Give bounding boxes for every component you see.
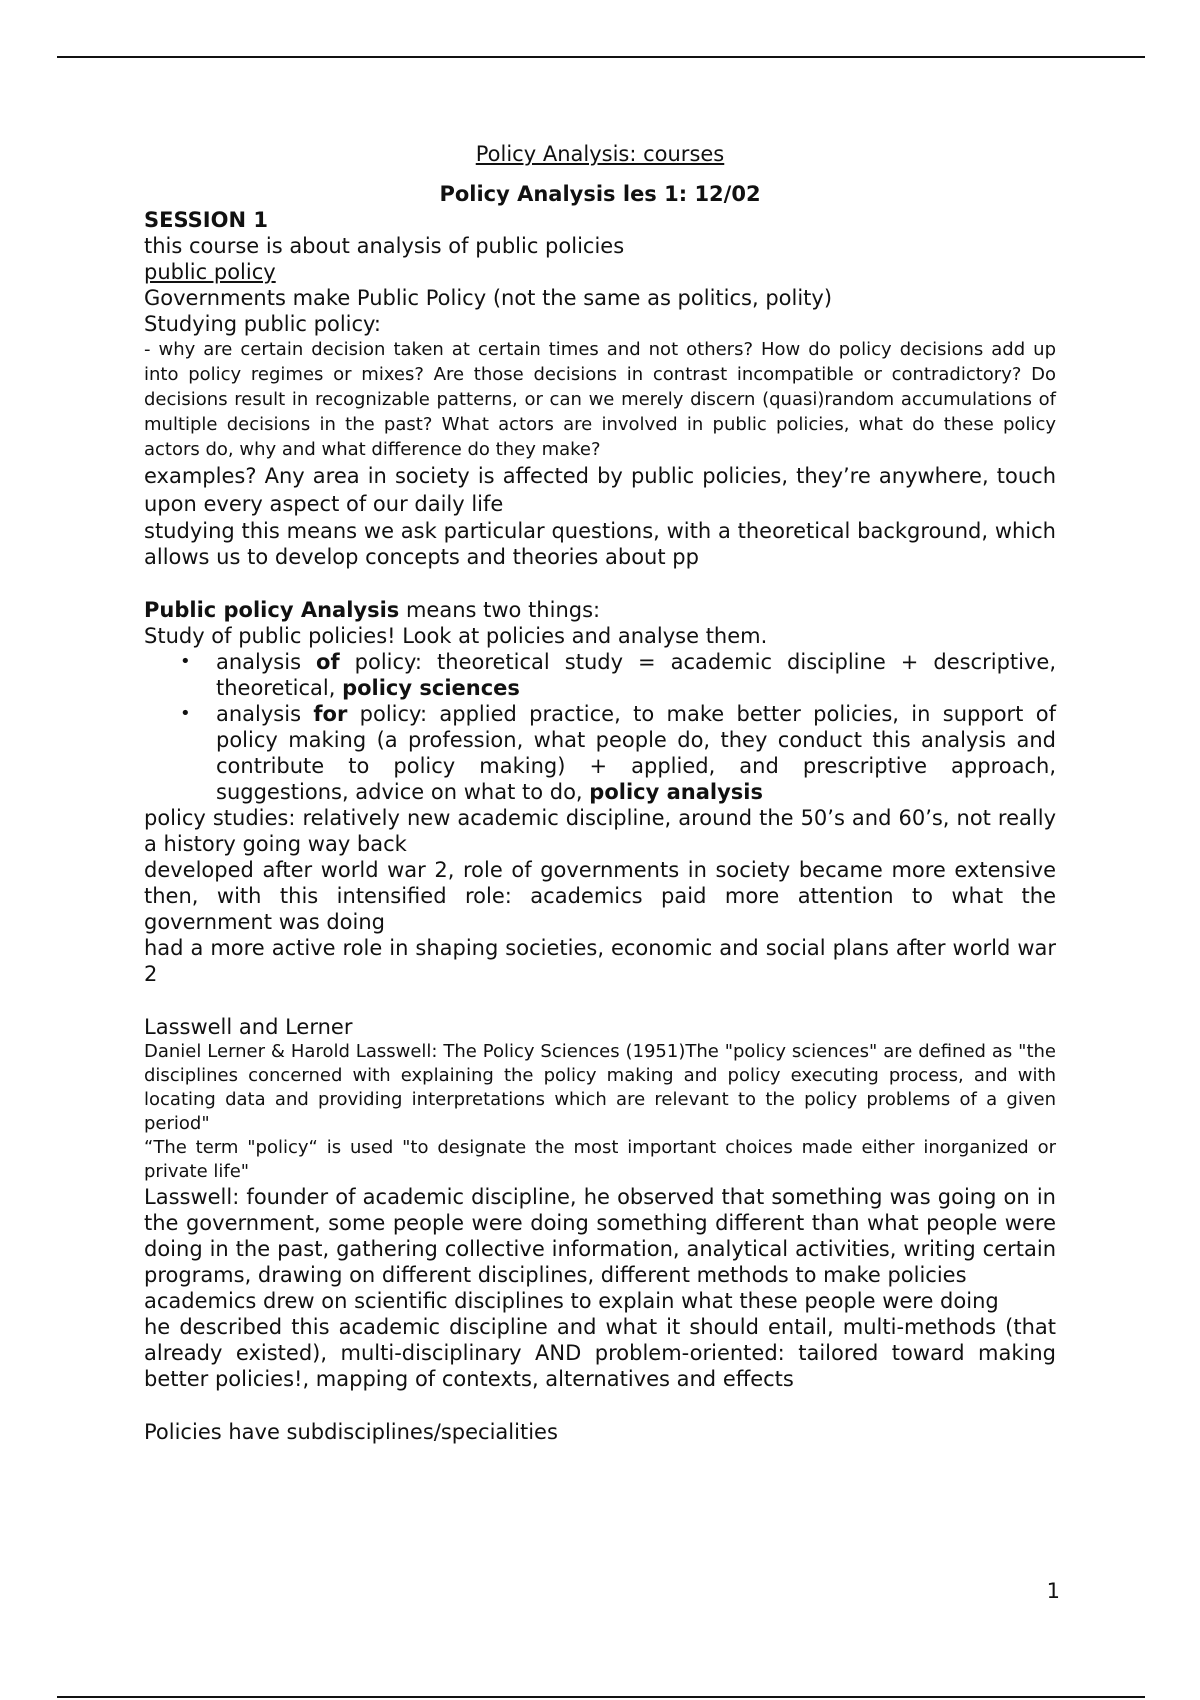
paragraph-studying-means: studying this means we ask particular questions, with a theoretical background, which allows us to develop concepts and theories about pp — [144, 519, 1056, 569]
paragraph-policy-studies: policy studies: relatively new academic discipline, around the 50’s and 60’s, not really a history going way back — [144, 806, 1056, 856]
paragraph-questions: - why are certain decision taken at certain times and not others? How do policy decisions add up into policy regimes or mixes? Are those decisions in contrast incompatible or contradictory? Do decisions result in recognizable patterns, or can we merely discern (quasi)random accumulations of multiple decisions in the past? What actors are involved in public policies, what do these policy actors do, why and what difference do they make? — [144, 339, 1056, 460]
paragraph-ppa: Public policy Analysis means two things: — [144, 598, 601, 622]
paragraph-subdisciplines: Policies have subdisciplines/specialities — [144, 1420, 558, 1444]
footer-rule — [57, 1696, 1145, 1698]
paragraph-active-role: had a more active role in shaping societies, economic and social plans after world war 2 — [144, 936, 1056, 986]
paragraph-described: he described this academic discipline and what it should entail, multi-methods (that already existed), multi-disciplinary AND problem-oriented: tailored toward making better policies!, mapping of contexts, alternatives and effects — [144, 1315, 1056, 1391]
analysis-list — [144, 649, 1056, 805]
paragraph-course: this course is about analysis of public policies — [144, 234, 625, 258]
page-number: 1 — [1046, 1579, 1060, 1603]
paragraph-lasswell-lerner: Lasswell and Lerner — [144, 1015, 353, 1039]
paragraph-governments: Governments make Public Policy (not the same as politics, polity) — [144, 286, 833, 310]
list-item: • analysis for policy: applied practice, to make better policies, in support of policy making (a profession, what people do, they conduct this analysis and contribute to policy making) + applied, and prescriptive approach, suggestions, advice on what to do, policy analysis — [144, 701, 1056, 805]
session-heading: SESSION 1 — [144, 208, 268, 232]
paragraph-studying: Studying public policy: — [144, 312, 382, 336]
header-link[interactable]: Policy Analysis: courses — [475, 142, 725, 166]
header-rule — [57, 56, 1145, 58]
paragraph-academics: academics drew on scientific disciplines to explain what these people were doing — [144, 1289, 999, 1313]
paragraph-lasswell-founder: Lasswell: founder of academic discipline, he observed that something was going on in the government, some people were doing something different than what people were doing in the past, gathering collective information, analytical activities, writing certain programs, drawing on different disciplines, different methods to make policies — [144, 1185, 1056, 1287]
document-title: Policy Analysis les 1: 12/02 — [439, 182, 761, 206]
paragraph-examples: examples? Any area in society is affected by public policies, they’re anywhere, touch upon every aspect of our daily life — [144, 464, 1056, 516]
document-body — [144, 141, 1056, 1445]
paragraph-developed: developed after world war 2, role of governments in society became more extensive then, with this intensified role: academics paid more attention to what the government was doing — [144, 858, 1056, 934]
quote-policy-sciences: Daniel Lerner & Harold Lasswell: The Policy Sciences (1951)The "policy sciences" are defined as "the disciplines concerned with explaining the policy making and policy executing process, and with locating data and providing interpretations which are relevant to the policy problems of a given period" — [144, 1041, 1056, 1134]
quote-term-policy: “The term "policy“ is used "to designate the most important choices made either inorganized or private life" — [144, 1137, 1056, 1182]
heading-public-policy: public policy — [144, 260, 276, 284]
paragraph-study-of: Study of public policies! Look at policies and analyse them. — [144, 624, 768, 648]
list-item: • analysis of policy: theoretical study = academic discipline + descriptive, theoretical, policy sciences — [144, 649, 1056, 701]
